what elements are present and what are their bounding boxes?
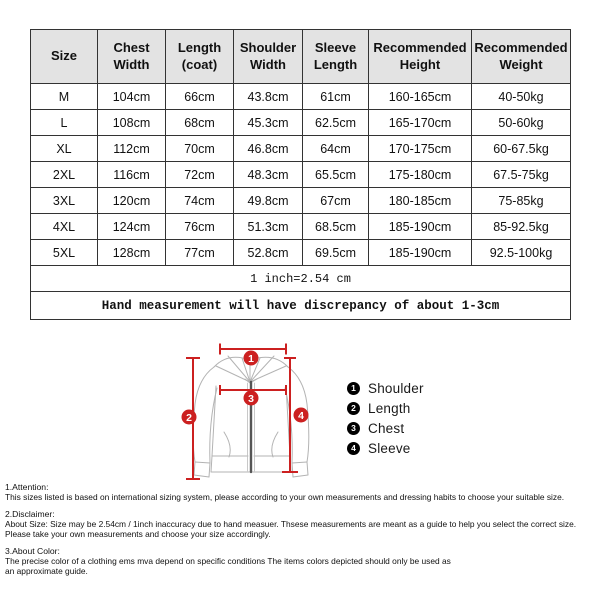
- about-color-text-line: an approximate guide.: [5, 566, 88, 576]
- measurement-cell: 170-175cm: [369, 136, 472, 162]
- measurement-cell: 175-180cm: [369, 162, 472, 188]
- measurement-cell: 64cm: [303, 136, 369, 162]
- header-row: [31, 30, 571, 84]
- measurement-cell: 49.8cm: [234, 188, 303, 214]
- size-cell: M: [31, 84, 98, 110]
- legend-label: Shoulder: [368, 380, 424, 396]
- measurement-cell: 128cm: [98, 240, 166, 266]
- disclaimer-section: [5, 509, 599, 539]
- measurement-cell: 68.5cm: [303, 214, 369, 240]
- legend-bullet-1-icon: 1: [347, 382, 360, 395]
- legend-bullet-3-icon: 3: [347, 422, 360, 435]
- table-note-row: [31, 292, 571, 320]
- attention-text: This sizes listed is based on international sizing system, please according to your own measurements and dressing habits to choose your suitable size.: [5, 492, 565, 502]
- measurement-cell: 43.8cm: [234, 84, 303, 110]
- measurement-cell: 116cm: [98, 162, 166, 188]
- measurement-cell: 185-190cm: [369, 214, 472, 240]
- size-table-row: [31, 162, 571, 188]
- measurement-cell: 76cm: [166, 214, 234, 240]
- legend-item-sleeve: [347, 441, 424, 455]
- measurement-legend: [347, 381, 424, 461]
- size-table-header: [31, 30, 571, 84]
- measurement-cell: 61cm: [303, 84, 369, 110]
- measurement-cell: 62.5cm: [303, 110, 369, 136]
- column-header: Size: [31, 30, 98, 84]
- about-color-section: [5, 546, 599, 576]
- measurement-cell: 108cm: [98, 110, 166, 136]
- about-color-heading: 3.About Color:: [5, 546, 60, 556]
- legend-label: Chest: [368, 420, 405, 436]
- measurement-cell: 65.5cm: [303, 162, 369, 188]
- size-table-row: [31, 136, 571, 162]
- measurement-cell: 67cm: [303, 188, 369, 214]
- column-header: Sleeve Length: [303, 30, 369, 84]
- column-header: Length (coat): [166, 30, 234, 84]
- measurement-cell: 165-170cm: [369, 110, 472, 136]
- legend-bullet-2-icon: 2: [347, 402, 360, 415]
- measurement-cell: 48.3cm: [234, 162, 303, 188]
- column-header: Recommended Weight: [472, 30, 571, 84]
- measurement-cell: 160-165cm: [369, 84, 472, 110]
- measurement-cell: 60-67.5kg: [472, 136, 571, 162]
- measurement-cell: 50-60kg: [472, 110, 571, 136]
- legend-item-shoulder: [347, 381, 424, 395]
- measurement-cell: 185-190cm: [369, 240, 472, 266]
- column-header: Recommended Height: [369, 30, 472, 84]
- measurement-cell: 68cm: [166, 110, 234, 136]
- size-cell: 4XL: [31, 214, 98, 240]
- measurement-cell: 124cm: [98, 214, 166, 240]
- bottom-notes: [5, 482, 599, 583]
- measurement-cell: 67.5-75kg: [472, 162, 571, 188]
- size-table-row: [31, 240, 571, 266]
- legend-bullet-4-icon: 4: [347, 442, 360, 455]
- size-table-row: [31, 188, 571, 214]
- marker-2-number: 2: [186, 411, 192, 424]
- measurement-cell: 74cm: [166, 188, 234, 214]
- measurement-cell: 112cm: [98, 136, 166, 162]
- size-cell: XL: [31, 136, 98, 162]
- measurement-cell: 120cm: [98, 188, 166, 214]
- measurement-cell: 69.5cm: [303, 240, 369, 266]
- measurement-cell: 52.8cm: [234, 240, 303, 266]
- size-table-row: [31, 84, 571, 110]
- size-table: [30, 29, 571, 320]
- measurement-lines: [182, 344, 309, 480]
- size-table-footnotes: [31, 266, 571, 320]
- marker-1-number: 1: [248, 352, 254, 365]
- measurement-cell: 75-85kg: [472, 188, 571, 214]
- measurement-cell: 66cm: [166, 84, 234, 110]
- about-color-text-line: The precise color of a clothing ems mva depend on specific conditions The items colors depicted should only be used as: [5, 556, 451, 566]
- jacket-measurement-diagram: [150, 336, 352, 486]
- legend-item-chest: [347, 421, 424, 435]
- size-cell: 5XL: [31, 240, 98, 266]
- legend-item-length: [347, 401, 424, 415]
- size-table-body: [31, 84, 571, 266]
- disclaimer-text-line: About Size: Size may be 2.54cm / 1inch inaccuracy due to hand measuer. Thsese measurements are meant as a guide to help you select the correct size.: [5, 519, 577, 529]
- measurement-discrepancy-note: Hand measurement will have discrepancy of about 1-3cm: [31, 292, 571, 320]
- column-header: Chest Width: [98, 30, 166, 84]
- table-note-row: [31, 266, 571, 292]
- column-header: Shoulder Width: [234, 30, 303, 84]
- attention-section: [5, 482, 599, 502]
- measurement-cell: 77cm: [166, 240, 234, 266]
- size-cell: 2XL: [31, 162, 98, 188]
- size-table-row: [31, 214, 571, 240]
- size-cell: L: [31, 110, 98, 136]
- measurement-cell: 46.8cm: [234, 136, 303, 162]
- measurement-cell: 40-50kg: [472, 84, 571, 110]
- legend-label: Length: [368, 400, 411, 416]
- disclaimer-heading: 2.Disclaimer:: [5, 509, 55, 519]
- inch-conversion-note: 1 inch=2.54 cm: [31, 266, 571, 292]
- measurement-cell: 51.3cm: [234, 214, 303, 240]
- measurement-cell: 45.3cm: [234, 110, 303, 136]
- attention-heading: 1.Attention:: [5, 482, 49, 492]
- disclaimer-text-line: Please take your own measurements and choose your size accordingly.: [5, 529, 271, 539]
- jacket-outline: [193, 356, 309, 477]
- marker-3-number: 3: [248, 392, 254, 405]
- measurement-cell: 92.5-100kg: [472, 240, 571, 266]
- measurement-cell: 70cm: [166, 136, 234, 162]
- measurement-cell: 85-92.5kg: [472, 214, 571, 240]
- size-table-row: [31, 110, 571, 136]
- measurement-cell: 104cm: [98, 84, 166, 110]
- marker-4-number: 4: [298, 409, 304, 422]
- legend-label: Sleeve: [368, 440, 411, 456]
- measurement-cell: 72cm: [166, 162, 234, 188]
- measurement-cell: 180-185cm: [369, 188, 472, 214]
- size-cell: 3XL: [31, 188, 98, 214]
